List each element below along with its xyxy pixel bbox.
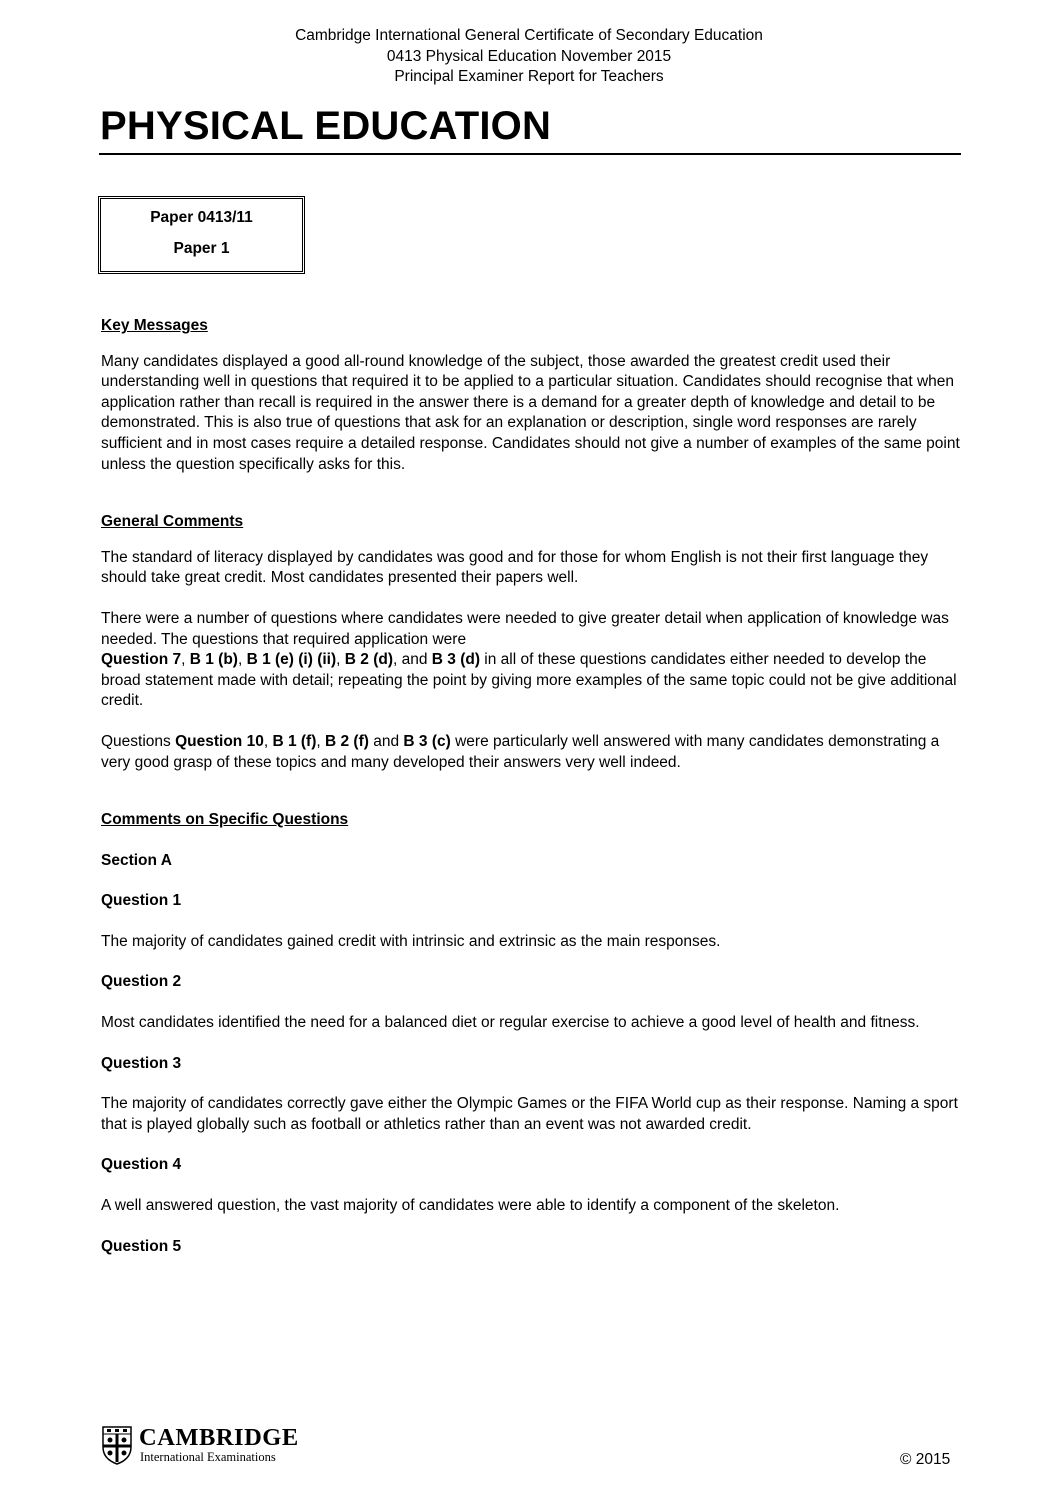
question-2-body: Most candidates identified the need for a balanced diet or regular exercise to achieve a good level of health and fitness.	[101, 1014, 920, 1032]
cambridge-crest-icon	[101, 1425, 133, 1465]
question-4-body: A well answered question, the vast majority of candidates were able to identify a component of the skeleton.	[101, 1197, 840, 1215]
separator: ,	[336, 651, 345, 669]
question-2-heading: Question 2	[101, 973, 182, 991]
logo-wordmark: CAMBRIDGE	[139, 1424, 299, 1451]
ref-b1f: B 1 (f)	[272, 732, 317, 750]
page-title: PHYSICAL EDUCATION	[100, 104, 552, 148]
separator: and	[368, 732, 404, 750]
header-line-2: 0413 Physical Education November 2015	[386, 47, 672, 65]
separator: ,	[263, 732, 273, 750]
ref-b1b: B 1 (b)	[189, 651, 238, 669]
ref-b2d: B 2 (d)	[344, 651, 393, 669]
title-rule	[99, 153, 961, 155]
general-comments-paragraph-2	[101, 609, 961, 712]
key-messages-heading: Key Messages	[101, 317, 208, 334]
ref-question-10: Question 10	[175, 732, 264, 750]
ref-b3d: B 3 (d)	[431, 651, 480, 669]
general-comments-heading: General Comments	[101, 513, 244, 531]
separator: ,	[237, 651, 247, 669]
section-a-heading: Section A	[101, 851, 172, 869]
report-header	[0, 26, 1058, 88]
cambridge-logo	[101, 1425, 341, 1467]
ref-b3c: B 3 (c)	[403, 732, 451, 750]
question-3-heading: Question 3	[101, 1054, 182, 1072]
header-line-1: Cambridge International General Certificate of Secondary Education	[295, 27, 763, 44]
question-1-heading: Question 1	[101, 892, 182, 910]
copyright-notice: © 2015	[900, 1451, 951, 1468]
paper-name: Paper 1	[173, 240, 230, 257]
question-4-heading: Question 4	[101, 1156, 182, 1174]
header-line-3: Principal Examiner Report for Teachers	[394, 68, 664, 85]
separator: ,	[316, 732, 325, 750]
ref-b2f: B 2 (f)	[325, 732, 369, 750]
p3-pre: Questions	[101, 732, 176, 750]
separator: , and	[392, 651, 432, 669]
p2-text: There were a number of questions where candidates were needed to give greater detail when application of knowledge was needed. The questions that required application were	[101, 609, 949, 648]
key-messages-body: Many candidates displayed a good all-round knowledge of the subject, those awarded the greatest credit used their understanding well in questions that required it to be applied to a particular situation. Candidates should recognise that when application rather than recall is required in the answer there is a demand for a greater depth of knowledge and detail to be demonstrated. This is also true of questions that ask for an explanation or description, single word responses are rarely sufficient and in most cases require a detailed response. Candidates should not give a number of examples of the same point unless the question specifically asks for this.	[101, 352, 960, 473]
report-body	[101, 316, 961, 1257]
question-1-body: The majority of candidates gained credit with intrinsic and extrinsic as the main responses.	[101, 932, 721, 950]
specific-questions-heading: Comments on Specific Questions	[101, 811, 349, 829]
p2-rest: in all of these questions candidates either needed to develop the broad statement made with detail; repeating the point by giving more examples of the same topic could not be give additional credit.	[101, 651, 957, 710]
logo-subtitle: International Examinations	[140, 1450, 276, 1464]
ref-question-7: Question 7	[101, 651, 182, 669]
general-comments-paragraph-1: The standard of literacy displayed by candidates was good and for those for whom English is not their first language they should take great credit. Most candidates presented their papers well.	[101, 548, 929, 587]
ref-b1e: B 1 (e) (i) (ii)	[246, 651, 337, 669]
question-5-heading: Question 5	[101, 1237, 182, 1255]
general-comments-paragraph-3	[101, 732, 961, 773]
paper-code: Paper 0413/11	[150, 209, 253, 226]
question-3-body: The majority of candidates correctly gave either the Olympic Games or the FIFA World cup as their response. Naming a sport that is played globally such as football or athletics rather than an event was not awarded credit.	[101, 1095, 958, 1133]
p3-rest: were particularly well answered with many candidates demonstrating a very good grasp of these topics and many developed their answers very well indeed.	[101, 732, 940, 771]
separator: ,	[181, 651, 190, 669]
paper-box	[98, 196, 305, 274]
